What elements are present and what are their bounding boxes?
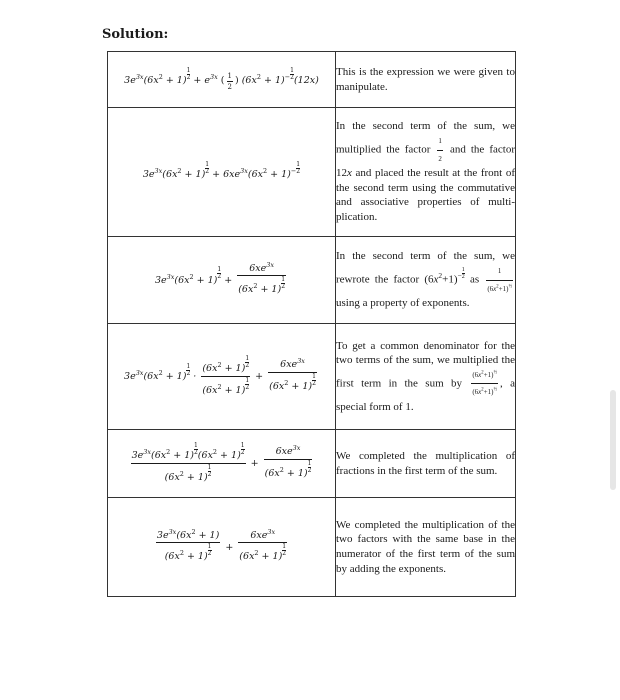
explanation-text: In the second term of the sum, we multiplied the factor $\frac{1}{2}$ and the factor 12x and placed the result at the front of the second term using the commutative and associative properties of multiplication. <box>336 108 516 237</box>
table-row <box>108 324 516 430</box>
math-expression: $3e^{3x}(6x^2 + 1)$ $\frac{1}{2}$ $(6x^2 + 1)$ $\frac{1}{2}$ $(6x^2 + 1)$ $\frac{1}{2}$ + $6xe^{3x}$ $(6x^2 + 1)$ $\frac{1}{2}$ <box>108 430 336 498</box>
explanation-text: We completed the multiplication of fractions in the first term of the sum. <box>336 430 516 498</box>
math-expression: $3e^{3x}(6x^2 + 1)$ $\frac{1}{2}$ · $(6x^2 + 1)$ $\frac{1}{2}$ $(6x^2 + 1)$ $\frac{1}{2}$ + $6xe^{3x}$ $(6x^2 + 1)$ $\frac{1}{2}$ <box>108 324 336 430</box>
table-row <box>108 108 516 237</box>
math-expression: $3e^{3x}(6x^2 + 1)$ $\frac{1}{2}$ + $6xe^{3x}(6x^2 + 1)^-$ $\frac{1}{2}$ <box>108 108 336 237</box>
explanation-text: In the second term of the sum, we rewrote the factor $(6x^2+1)^-$ $\frac{1}{2}$ as $\frac{1}{(6x^2+1)^{\frac{1}{2}}}$ using a property of exponents. <box>336 237 516 324</box>
explanation-text: We completed the multiplication of the two factors with the same base in the numerator of the first term of the sum by adding the exponents. <box>336 498 516 597</box>
table-row <box>108 237 516 324</box>
math-expression: $3e^{3x}(6x^2 + 1)$ $(6x^2 + 1)$ $\frac{1}{2}$ + $6xe^{3x}$ $(6x^2 + 1)$ $\frac{1}{2}$ <box>108 498 336 597</box>
scrollbar[interactable] <box>610 390 616 490</box>
solution-table <box>107 51 516 597</box>
math-expression: $3e^{3x}(6x^2 + 1)$ $\frac{1}{2}$ + $e^{3x}$ ( $\frac{1}{2}$ ) $(6x^2 + 1)^-$ $\frac{1}{2}$ (12x) <box>108 52 336 108</box>
explanation-text: To get a common denominator for the two terms of the sum, we multiplied the first term in the sum by $\frac{(6x^2+1)^{\frac{1}{2}}}{(6x^2+1)^{\frac{1}{2}}}$ , a special form of 1. <box>336 324 516 430</box>
solution-heading: Solution: <box>102 27 169 42</box>
table-row <box>108 52 516 108</box>
table-row <box>108 498 516 597</box>
math-expression: $3e^{3x}(6x^2 + 1)$ $\frac{1}{2}$ + $6xe^{3x}$ $(6x^2 + 1)$ $\frac{1}{2}$ <box>108 237 336 324</box>
explanation-text: This is the expression we were given to manipulate. <box>336 52 516 108</box>
table-row <box>108 430 516 498</box>
